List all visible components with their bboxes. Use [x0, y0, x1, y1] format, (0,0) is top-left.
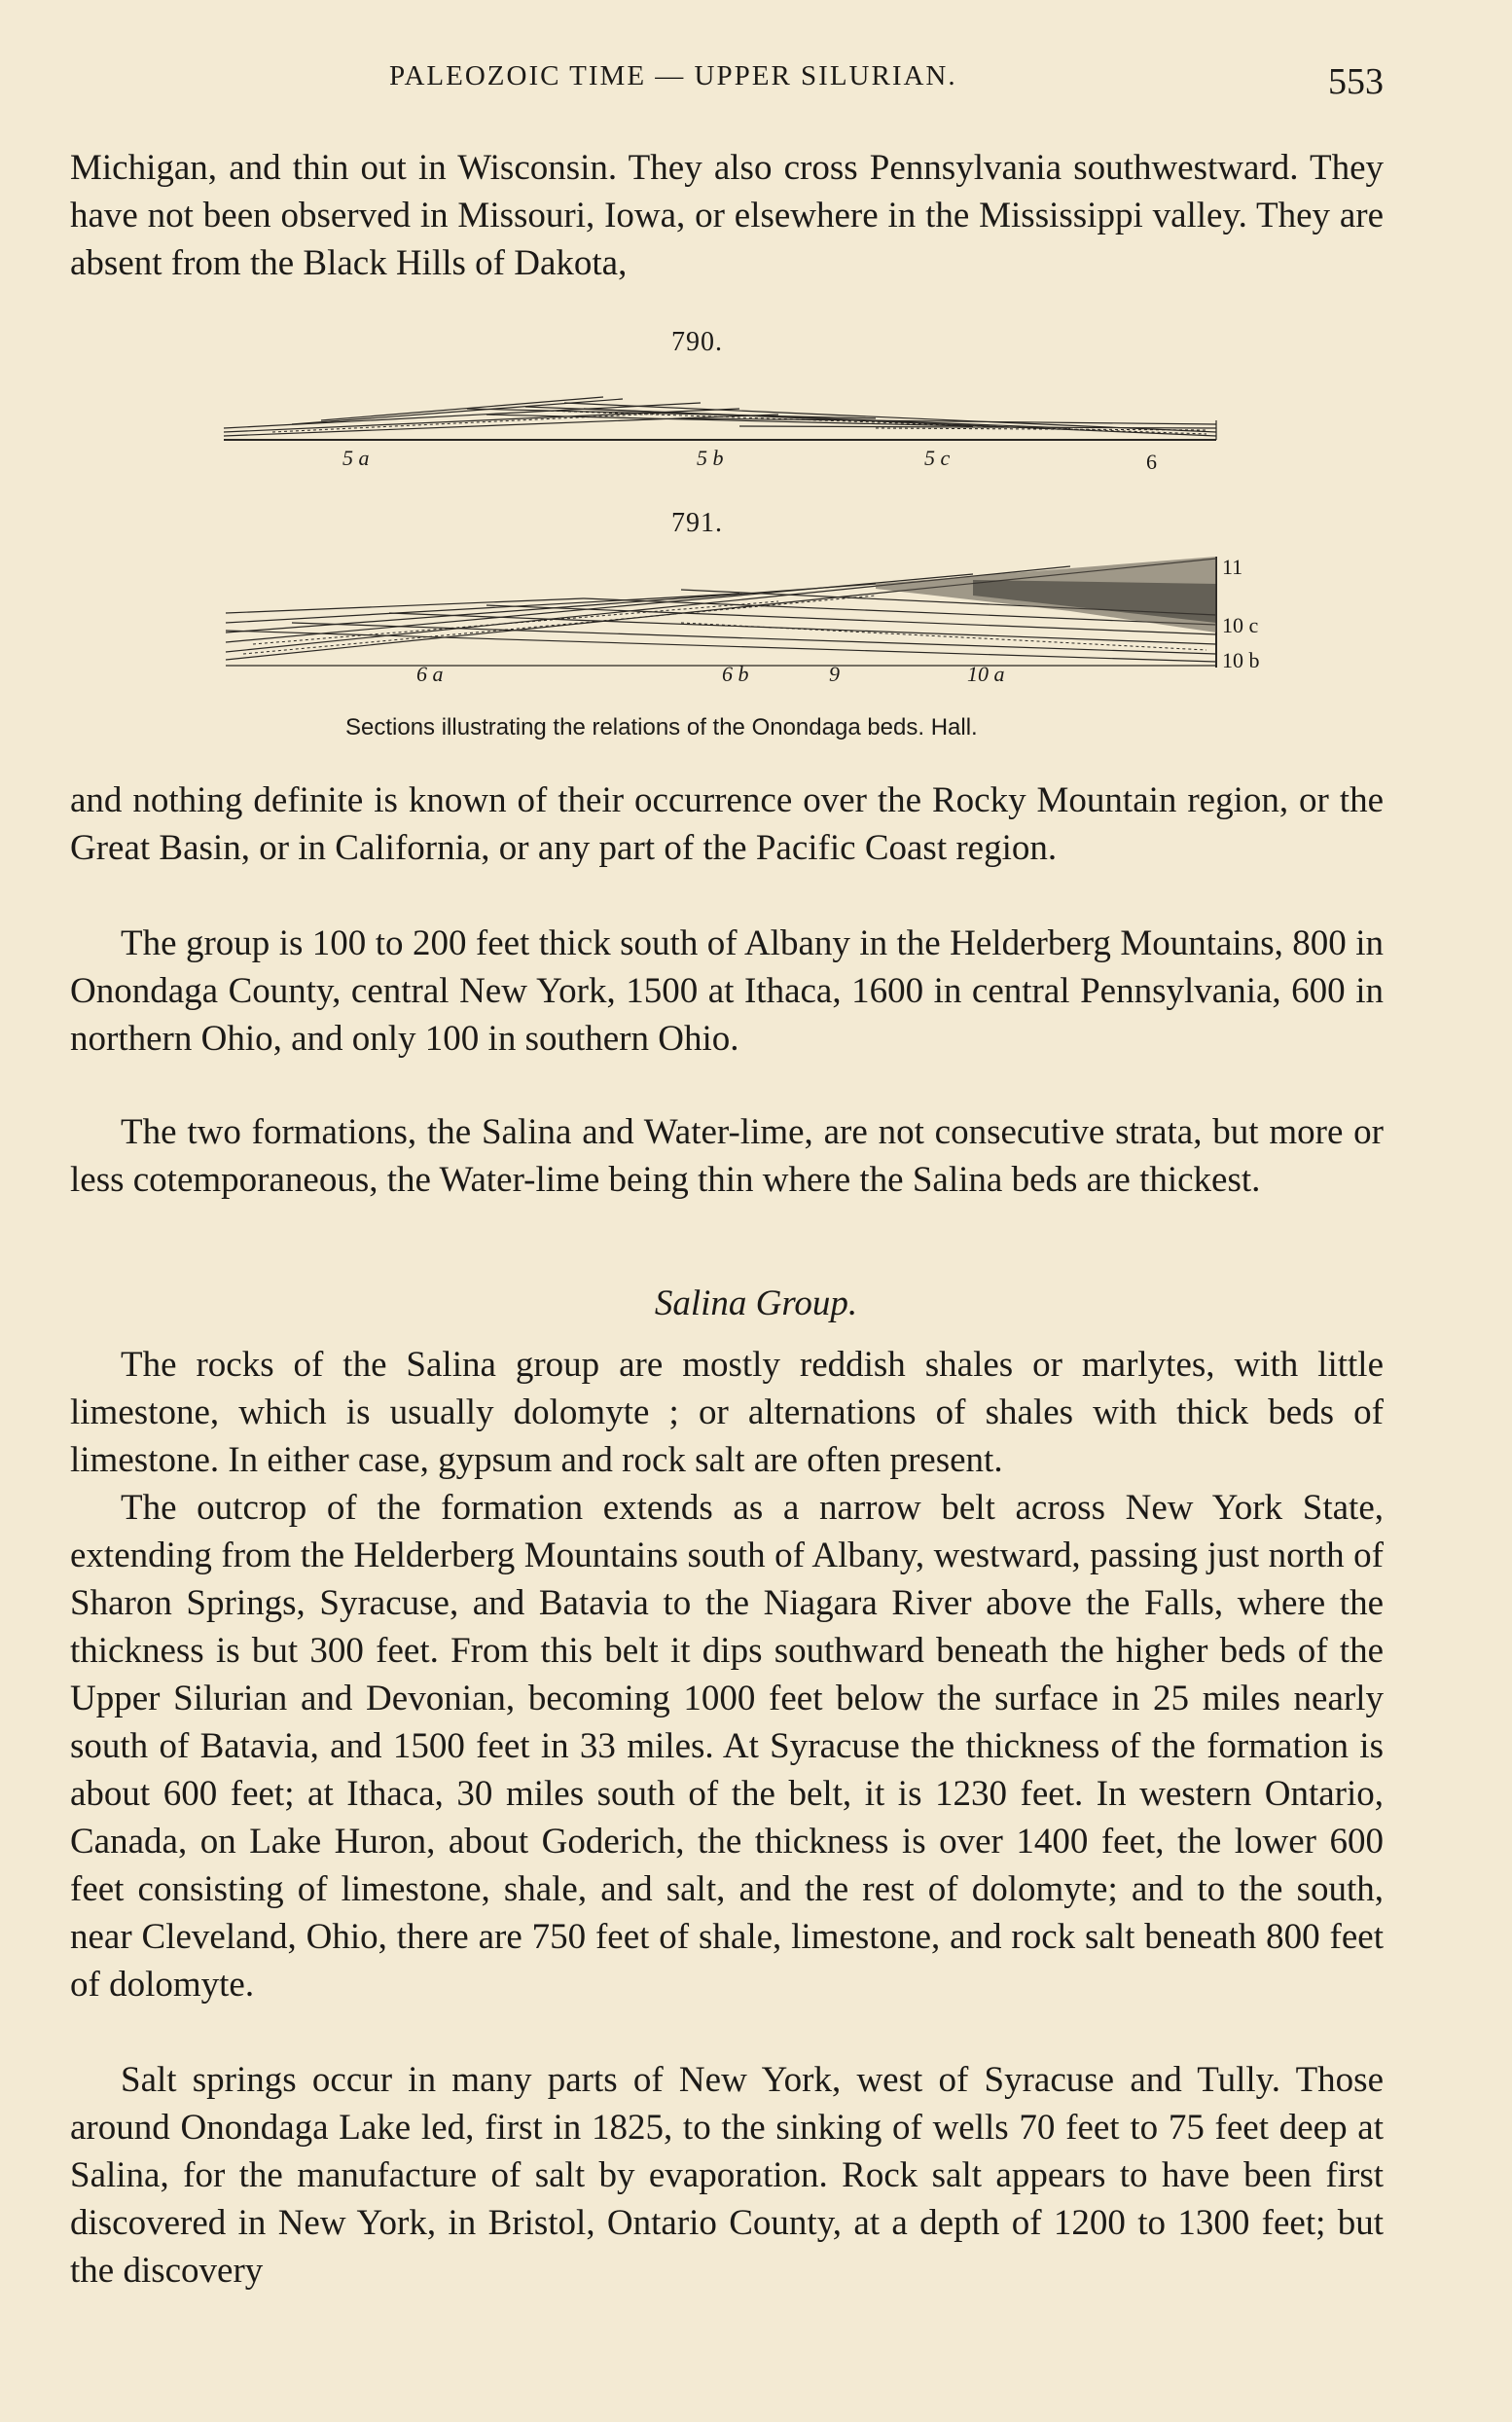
paragraph-2: and nothing definite is known of their occurrence over the Rocky Mountain region, or the Great Basin, or in California, or any part of the Pacific Coast region. — [70, 780, 1384, 868]
figure-790-label-5a: 5 a — [342, 446, 370, 470]
paragraph-5: The rocks of the Salina group are mostly reddish shales or marlytes, with little limestone, which is usually dolomyte ; or alternations of shales with thick beds of limestone. In either case, gypsum and rock salt are often present. — [70, 1345, 1384, 1480]
paragraph-3: The group is 100 to 200 feet thick south of Albany in the Helderberg Mountains, 800 in Onondaga County, central New York, 1500 at Ithaca, 1600 in central Pennsylvania, 600 in northern Ohio, and only 100 in southern Ohio. — [70, 923, 1384, 1059]
figure-791-label-10a: 10 a — [967, 662, 1005, 686]
page-number: 553 — [1328, 61, 1384, 102]
paragraph-7: Salt springs occur in many parts of New York, west of Syracuse and Tully. Those around Onondaga Lake led, first in 1825, to the sinking of wells 70 feet to 75 feet deep at Salina, for the manufacture of salt by evaporation. Rock salt appears to have been first discovered in New York, in Bristol, Ontario County, at a depth of 1200 to 1300 feet; but the discovery — [70, 2060, 1384, 2291]
running-head: PALEOZOIC TIME — UPPER SILURIAN. — [389, 60, 957, 91]
figure-790-label-6: 6 — [1146, 450, 1157, 474]
figure-791-number: 791. — [671, 508, 723, 538]
figure-caption: Sections illustrating the relations of the Onondaga beds. Hall. — [345, 714, 978, 741]
figure-791-label-9: 9 — [829, 662, 840, 686]
figure-790-label-5c: 5 c — [924, 446, 951, 470]
paragraph-1: Michigan, and thin out in Wisconsin. They also cross Pennsylvania southwestward. They have not been observed in Missouri, Iowa, or elsewhere in the Mississippi valley. They are absent from the Black Hills of Dakota, — [70, 148, 1384, 283]
figure-791-label-6b: 6 b — [722, 662, 749, 686]
section-heading-salina-group: Salina Group. — [654, 1283, 858, 1323]
figure-791-label-6a: 6 a — [416, 662, 444, 686]
paragraph-4: The two formations, the Salina and Water-lime, are not consecutive strata, but more or less cotemporaneous, the Water-lime being thin where the Salina beds are thickest. — [70, 1112, 1384, 1200]
figure-791-label-11: 11 — [1222, 555, 1243, 579]
figure-790-label-5b: 5 b — [697, 446, 724, 470]
paragraph-6: The outcrop of the formation extends as a narrow belt across New York State, extending from the Helderberg Mountains south of Albany, westward, passing just north of Sharon Springs, Syracuse, and Batavia to the Niagara River above the Falls, where the thickness is but 300 feet. From this belt it dips southward beneath the higher beds of the Upper Silurian and Devonian, becoming 1000 feet below the surface in 25 miles nearly south of Batavia, and 1500 feet in 33 miles. At Syracuse the thickness of the formation is about 600 feet; at Ithaca, 30 miles south of the belt, it is 1230 feet. In western Ontario, Canada, on Lake Huron, about Goderich, the thickness is over 1400 feet, the lower 600 feet consisting of limestone, shale, and salt, and the rest of dolomyte; and to the south, near Cleveland, Ohio, there are 750 feet of shale, limestone, and rock salt beneath 800 feet of dolomyte. — [70, 1488, 1384, 2005]
figure-790-number: 790. — [671, 327, 723, 357]
figure-791-label-10b: 10 b — [1222, 648, 1260, 672]
figure-791-label-10c: 10 c — [1222, 613, 1259, 637]
